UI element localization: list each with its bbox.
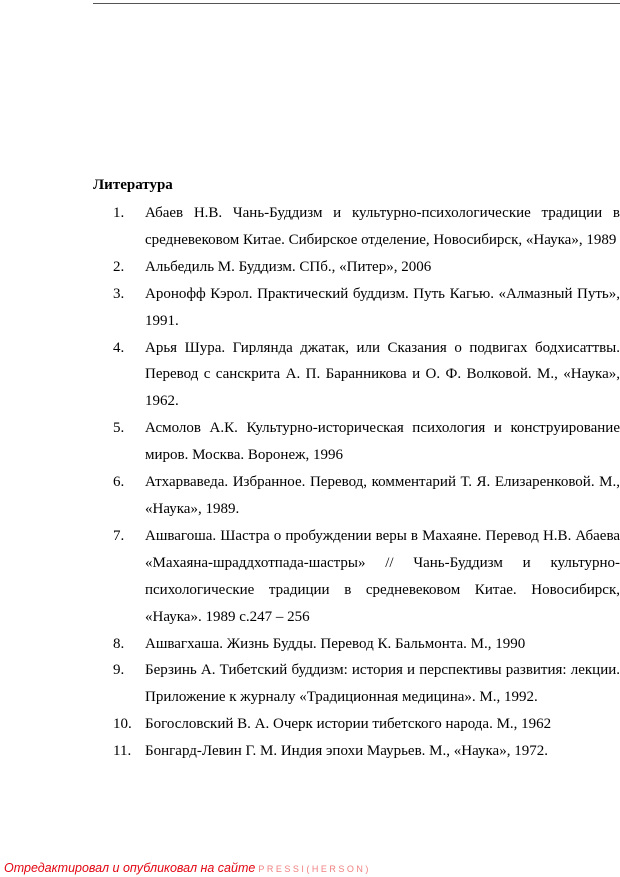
reference-item (93, 469, 620, 523)
reference-number: 5. (113, 420, 125, 437)
reference-number: 3. (113, 285, 125, 302)
reference-text: Абаев Н.В. Чань-Буддизм и культурно-психологические традиции в средневековом Китае. Сибирское отделение, Новосибирск, «Наука», 1989 (145, 205, 620, 248)
reference-text: Бонгард-Левин Г. М. Индия эпохи Маурьев. М., «Наука», 1972. (145, 743, 548, 760)
reference-number: 1. (113, 205, 125, 221)
reference-text: Аронофф Кэрол. Практический буддизм. Путь Кагью. «Алмазный Путь», 1991. (145, 285, 620, 329)
reference-item (93, 523, 620, 631)
reference-text: Ашвагоша. Шастра о пробуждении веры в Махаяне. Перевод Н.В. Абаева «Махаяна-шраддхотпада-шастры» // Чань-Буддизм и культурно-психологические традиции в средневековом Китае. Новосибирск, «Наука». 1989 с.247 – 256 (145, 527, 620, 625)
publisher-footer (4, 860, 371, 877)
reference-number: 8. (113, 635, 125, 652)
reference-number: 6. (113, 474, 125, 491)
reference-text: Арья Шура. Гирлянда джатак, или Сказания о подвигах бодхисаттвы. Перевод с санскрита А. П. Баранникова и О. Ф. Волковой. М., «Наука», 1962. (145, 339, 620, 410)
top-rule (93, 3, 620, 4)
reference-text: Альбедиль М. Буддизм. СПб., «Питер», 2006 (145, 258, 432, 275)
footer-site-link[interactable]: PRESSI(HERSON) (258, 864, 371, 874)
reference-item (93, 281, 620, 335)
reference-text: Богословский В. А. Очерк истории тибетского народа. М., 1962 (145, 716, 552, 733)
reference-item (93, 738, 620, 765)
reference-item (93, 657, 620, 711)
reference-item (93, 254, 620, 281)
reference-item (93, 415, 620, 469)
reference-number: 4. (113, 339, 125, 356)
reference-text: Берзинь А. Тибетский буддизм: история и перспективы развития: лекции. Приложение к журналу «Традиционная медицина». М., 1992. (145, 662, 620, 706)
reference-number: 10. (113, 716, 132, 733)
reference-item (93, 631, 620, 658)
reference-text: Ашвагхаша. Жизнь Будды. Перевод К. Бальмонта. М., 1990 (145, 635, 526, 652)
footer-text: Отредактировал и опубликовал на сайте (4, 861, 256, 875)
reference-number: 2. (113, 258, 125, 275)
reference-item (93, 335, 620, 416)
reference-list (93, 200, 620, 765)
reference-text: Атхарваведа. Избранное. Перевод, комментарий Т. Я. Елизаренковой. М., «Наука», 1989. (145, 474, 620, 517)
reference-number: 7. (113, 527, 125, 544)
reference-text: Асмолов А.К. Культурно-историческая психология и конструирование миров. Москва. Воронеж, 1996 (145, 420, 620, 464)
page-heading: Литература (93, 177, 173, 193)
reference-item (93, 711, 620, 738)
reference-number: 11. (113, 743, 132, 760)
reference-number: 9. (113, 662, 125, 679)
reference-item (93, 200, 620, 254)
